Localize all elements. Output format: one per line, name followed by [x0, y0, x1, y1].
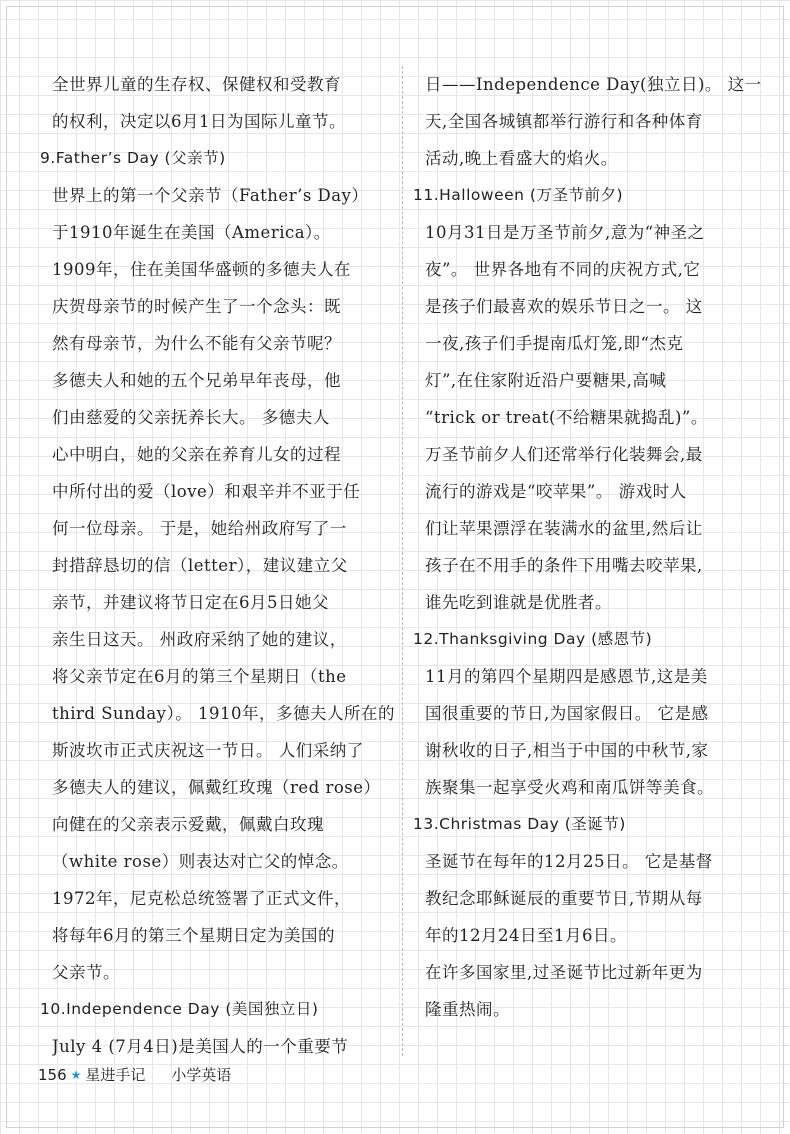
text-line: 多德夫人和她的五个兄弟早年丧母，他 [52, 371, 341, 390]
text-line: 父亲节。 [52, 963, 120, 982]
subject-label: 小学英语 [171, 1066, 232, 1084]
text-line: 心中明白，她的父亲在养育儿女的过程 [52, 445, 341, 464]
text-line: 10月31日是万圣节前夕,意为“神圣之 [425, 223, 705, 242]
page-footer [38, 1064, 231, 1085]
column-divider [402, 66, 403, 1056]
text-line: 是孩子们最喜欢的娱乐节日之一。 这 [425, 297, 703, 316]
page-number: 156 [38, 1065, 67, 1084]
text-line: 中所付出的爱（love）和艰辛并不亚于任 [52, 482, 361, 501]
text-line: 天,全国各城镇都举行游行和各种体育 [425, 112, 703, 131]
text-line: 斯波坎市正式庆祝这一节日。 人们采纳了 [52, 741, 364, 760]
text-line: 亲节，并建议将节日定在6月5日她父 [52, 593, 329, 612]
text-line: 年的12月24日至1月6日。 [425, 926, 627, 945]
text-line: 全世界儿童的生存权、保健权和受教育 [52, 75, 341, 94]
section-heading: 13.Christmas Day (圣诞节) [413, 815, 626, 833]
section-heading: 10.Independence Day (美国独立日) [40, 1000, 319, 1018]
text-line: 隆重热闹。 [425, 1000, 510, 1019]
text-line: 将每年6月的第三个星期日定为美国的 [52, 926, 335, 945]
section-heading: 9.Father’s Day (父亲节) [40, 149, 226, 167]
text-line: 谢秋收的日子,相当于中国的中秋节,家 [425, 741, 709, 760]
text-line: 孩子在不用手的条件下用嘴去咬苹果, [425, 556, 703, 575]
text-line: 们让苹果漂浮在装满水的盆里,然后让 [425, 519, 703, 538]
text-line: 何一位母亲。 于是，她给州政府写了一 [52, 519, 347, 538]
text-line: 向健在的父亲表示爱戴，佩戴白玫瑰 [52, 815, 324, 834]
text-line: 谁先吃到谁就是优胜者。 [425, 593, 612, 612]
section-heading: 11.Halloween (万圣节前夕) [413, 186, 623, 204]
text-line: 1972年，尼克松总统签署了正式文件， [52, 889, 351, 908]
text-line: 族聚集一起享受火鸡和南瓜饼等美食。 [425, 778, 714, 797]
text-line: 在许多国家里,过圣诞节比过新年更为 [425, 963, 703, 982]
text-line: third Sunday）。 1910年，多德夫人所在的 [52, 704, 395, 723]
text-line: 国很重要的节日,为国家假日。 它是感 [425, 704, 709, 723]
text-line: 夜”。 世界各地有不同的庆祝方式,它 [425, 260, 701, 279]
text-line: 万圣节前夕人们还常举行化装舞会,最 [425, 445, 703, 464]
text-line: July 4 (7月4日)是美国人的一个重要节 [52, 1037, 349, 1056]
star-icon: ★ [70, 1067, 82, 1082]
section-heading: 12.Thanksgiving Day (感恩节) [413, 630, 653, 648]
text-line: 活动,晚上看盛大的焰火。 [425, 149, 618, 168]
text-line: 们由慈爱的父亲抚养长大。 多德夫人 [52, 408, 330, 427]
text-line: 封措辞恳切的信（letter），建议建立父 [52, 556, 348, 575]
left-column [40, 66, 400, 1065]
text-line: 圣诞节在每年的12月25日。 它是基督 [425, 852, 713, 871]
text-line: 11月的第四个星期四是感恩节,这是美 [425, 667, 708, 686]
text-line: 多德夫人的建议，佩戴红玫瑰（red rose） [52, 778, 381, 797]
text-line: （white rose）则表达对亡父的悼念。 [52, 852, 349, 871]
book-title: 星进手记 [85, 1066, 146, 1084]
text-line: 亲生日这天。 州政府采纳了她的建议， [52, 630, 347, 649]
text-line: 然有母亲节，为什么不能有父亲节呢？ [52, 334, 341, 353]
text-line: 将父亲节定在6月的第三个星期日（the [52, 667, 347, 686]
text-line: 灯”,在住家附近沿户要糖果,高喊 [425, 371, 667, 390]
text-line: 世界上的第一个父亲节（Father’s Day） [52, 186, 369, 205]
text-line: 的权利，决定以6月1日为国际儿童节。 [52, 112, 346, 131]
text-line: 教纪念耶稣诞辰的重要节日,节期从每 [425, 889, 703, 908]
text-line: 1909年，住在美国华盛顿的多德夫人在 [52, 260, 351, 279]
text-line: 日——Independence Day(独立日)。 这一 [425, 75, 762, 94]
right-column [413, 66, 767, 1028]
text-line: “trick or treat(不给糖果就捣乱)”。 [425, 408, 708, 427]
text-line: 流行的游戏是“咬苹果”。 游戏时人 [425, 482, 687, 501]
text-line: 一夜,孩子们手提南瓜灯笼,即“杰克 [425, 334, 684, 353]
text-line: 于1910年诞生在美国（America）。 [52, 223, 331, 242]
text-line: 庆贺母亲节的时候产生了一个念头：既 [52, 297, 341, 316]
